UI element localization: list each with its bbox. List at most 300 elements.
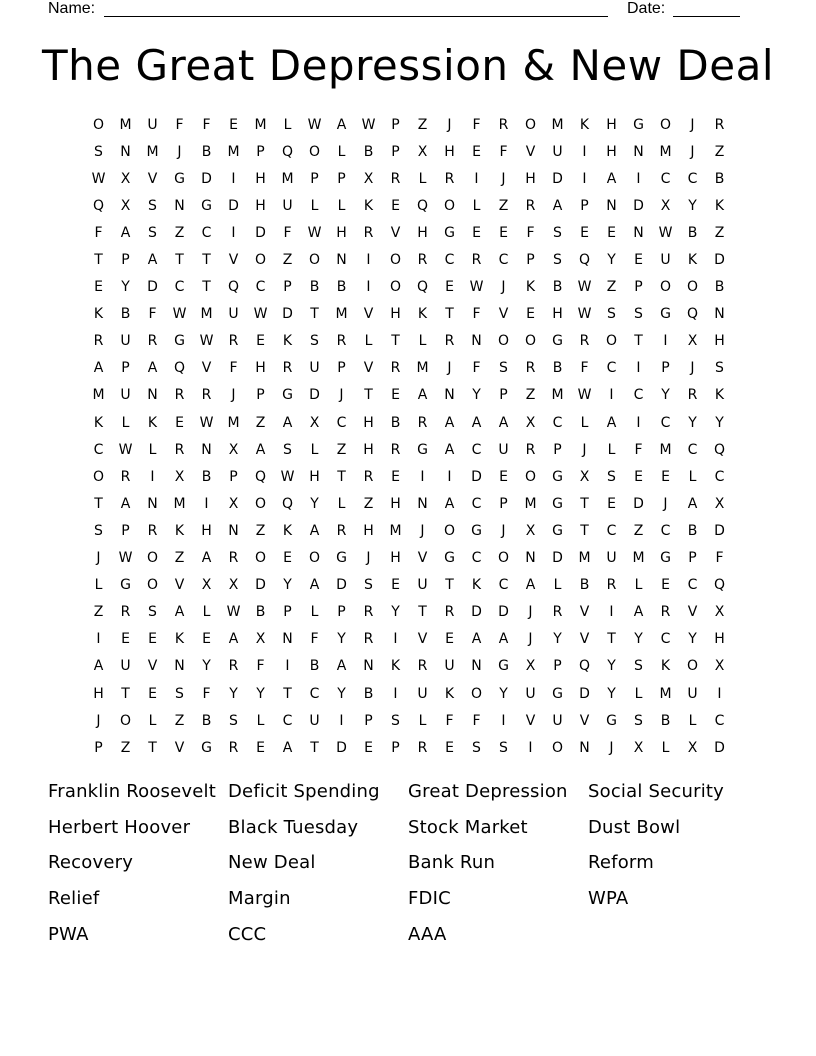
grid-letter: O <box>443 197 456 214</box>
grid-letter: E <box>526 306 535 323</box>
grid-letter: N <box>363 658 374 675</box>
grid-letter: R <box>147 333 158 350</box>
grid-letter: W <box>361 116 376 133</box>
grid-letter: A <box>120 224 131 241</box>
date-label: Date: <box>627 0 666 17</box>
grid-letter: I <box>366 252 371 269</box>
grid-letter: V <box>201 360 212 377</box>
grid-letter: M <box>659 441 672 458</box>
grid-letter: U <box>309 712 320 729</box>
grid-letter: K <box>660 658 671 675</box>
grid-letter: R <box>390 360 401 377</box>
grid-letter: N <box>282 631 293 648</box>
grid-letter: C <box>309 685 320 702</box>
grid-letter: F <box>634 441 643 458</box>
grid-letter: U <box>606 550 617 567</box>
grid-letter: X <box>120 170 131 187</box>
grid-letter: E <box>661 577 670 594</box>
grid-letter: L <box>418 333 427 350</box>
grid-letter: P <box>391 116 400 133</box>
grid-letter: L <box>256 712 265 729</box>
grid-letter: S <box>715 360 724 377</box>
grid-letter: L <box>310 441 319 458</box>
grid-letter: N <box>201 441 212 458</box>
grid-letter: F <box>283 224 292 241</box>
grid-letter: F <box>175 116 184 133</box>
grid-letter: A <box>309 577 320 594</box>
grid-letter: D <box>714 739 725 756</box>
grid-letter: L <box>661 739 670 756</box>
grid-letter: E <box>283 550 292 567</box>
grid-letter: R <box>417 658 428 675</box>
grid-letter: R <box>525 360 536 377</box>
grid-letter: C <box>606 522 617 539</box>
grid-letter: Z <box>498 197 509 214</box>
grid-letter: O <box>146 550 159 567</box>
grid-letter: T <box>391 333 400 350</box>
grid-letter: V <box>174 739 185 756</box>
grid-letter: X <box>714 658 725 675</box>
grid-letter: J <box>96 550 101 567</box>
grid-letter: A <box>120 495 131 512</box>
grid-letter: A <box>174 604 185 621</box>
grid-letter: A <box>444 414 455 431</box>
grid-letter: C <box>201 224 212 241</box>
grid-letter: E <box>202 631 211 648</box>
grid-letter: A <box>633 604 644 621</box>
grid-letter: O <box>308 550 321 567</box>
grid-letter: R <box>579 333 590 350</box>
grid-letter: E <box>499 224 508 241</box>
grid-letter: S <box>229 712 238 729</box>
grid-letter: E <box>472 224 481 241</box>
grid-letter: P <box>391 143 400 160</box>
grid-letter: G <box>660 306 671 323</box>
grid-letter: E <box>148 685 157 702</box>
grid-letter: Q <box>254 468 267 485</box>
grid-letter: H <box>201 522 212 539</box>
grid-letter: E <box>175 414 184 431</box>
grid-letter: M <box>146 143 159 160</box>
grid-letter: S <box>634 306 643 323</box>
grid-letter: A <box>444 441 455 458</box>
grid-letter: L <box>580 414 589 431</box>
grid-letter: Z <box>282 252 293 269</box>
grid-letter: J <box>609 739 614 756</box>
grid-letter: W <box>118 441 133 458</box>
grid-letter: O <box>308 252 321 269</box>
grid-letter: T <box>418 604 427 621</box>
grid-letter: A <box>93 360 104 377</box>
grid-letter: A <box>228 631 239 648</box>
grid-letter: J <box>501 522 506 539</box>
grid-letter: C <box>498 577 509 594</box>
grid-letter: D <box>633 495 644 512</box>
grid-letter: V <box>174 577 185 594</box>
grid-letter: U <box>417 577 428 594</box>
grid-letter: Y <box>715 414 724 431</box>
grid-letter: N <box>417 495 428 512</box>
grid-letter: R <box>444 604 455 621</box>
grid-letter: Z <box>417 116 428 133</box>
grid-letter: L <box>688 468 697 485</box>
grid-letter: N <box>471 658 482 675</box>
grid-letter: R <box>147 522 158 539</box>
grid-letter: G <box>201 197 212 214</box>
grid-letter: X <box>714 604 725 621</box>
grid-letter: E <box>229 116 238 133</box>
grid-letter: U <box>525 685 536 702</box>
grid-letter: A <box>336 116 347 133</box>
grid-letter: Q <box>281 495 294 512</box>
grid-letter: K <box>525 279 536 296</box>
grid-letter: C <box>714 712 725 729</box>
grid-letter: R <box>174 387 185 404</box>
grid-letter: T <box>364 387 373 404</box>
grid-letter: R <box>687 387 698 404</box>
grid-letter: C <box>660 522 671 539</box>
grid-letter: W <box>307 116 322 133</box>
grid-letter: M <box>200 306 213 323</box>
word-list-item: Margin <box>228 888 291 910</box>
grid-letter: C <box>498 252 509 269</box>
grid-letter: I <box>663 333 668 350</box>
word-list-item: FDIC <box>408 888 451 910</box>
grid-letter: I <box>96 631 101 648</box>
grid-letter: P <box>283 279 292 296</box>
grid-letter: H <box>606 116 617 133</box>
grid-letter: Z <box>525 387 536 404</box>
grid-letter: X <box>579 468 590 485</box>
grid-letter: Q <box>281 143 294 160</box>
grid-letter: K <box>93 306 104 323</box>
grid-letter: E <box>256 333 265 350</box>
grid-letter: H <box>255 197 266 214</box>
grid-letter: F <box>229 360 238 377</box>
grid-letter: S <box>175 685 184 702</box>
grid-letter: B <box>390 414 401 431</box>
grid-letter: W <box>118 550 133 567</box>
grid-letter: I <box>447 468 452 485</box>
grid-letter: K <box>174 631 185 648</box>
grid-letter: C <box>552 414 563 431</box>
grid-letter: O <box>470 685 483 702</box>
grid-letter: K <box>471 577 482 594</box>
grid-letter: I <box>582 143 587 160</box>
grid-letter: L <box>607 441 616 458</box>
grid-letter: P <box>94 739 103 756</box>
grid-letter: U <box>120 658 131 675</box>
grid-letter: Y <box>607 685 616 702</box>
grid-letter: H <box>390 550 401 567</box>
grid-letter: L <box>337 197 346 214</box>
grid-letter: P <box>526 252 535 269</box>
grid-letter: X <box>120 197 131 214</box>
grid-letter: F <box>526 224 535 241</box>
grid-letter: U <box>417 685 428 702</box>
grid-letter: I <box>636 414 641 431</box>
word-list-item: Herbert Hoover <box>48 816 191 838</box>
grid-letter: A <box>417 387 428 404</box>
grid-letter: D <box>336 577 347 594</box>
grid-letter: O <box>443 522 456 539</box>
grid-letter: P <box>661 360 670 377</box>
grid-letter: Y <box>688 197 697 214</box>
grid-letter: C <box>633 387 644 404</box>
word-list-item: Social Security <box>588 781 725 802</box>
grid-letter: T <box>175 252 184 269</box>
grid-letter: U <box>282 197 293 214</box>
grid-letter: Y <box>121 279 130 296</box>
grid-letter: F <box>310 631 319 648</box>
grid-letter: G <box>120 577 131 594</box>
grid-letter: P <box>337 170 346 187</box>
grid-letter: I <box>231 224 236 241</box>
grid-letter: Q <box>578 658 591 675</box>
grid-letter: D <box>147 279 158 296</box>
grid-letter: T <box>148 739 157 756</box>
grid-letter: R <box>390 170 401 187</box>
grid-letter: N <box>336 252 347 269</box>
grid-letter: K <box>714 197 725 214</box>
grid-letter: V <box>363 360 374 377</box>
grid-letter: L <box>94 577 103 594</box>
grid-letter: U <box>660 252 671 269</box>
grid-letter: J <box>690 360 695 377</box>
grid-letter: I <box>609 604 614 621</box>
grid-letter: K <box>363 197 374 214</box>
grid-letter: E <box>94 279 103 296</box>
grid-letter: S <box>634 712 643 729</box>
grid-letter: H <box>417 224 428 241</box>
grid-letter: H <box>714 631 725 648</box>
grid-letter: A <box>606 170 617 187</box>
grid-letter: G <box>336 550 347 567</box>
grid-letter: C <box>687 577 698 594</box>
grid-letter: G <box>633 116 644 133</box>
grid-letter: D <box>498 604 509 621</box>
grid-letter: W <box>253 306 268 323</box>
grid-letter: L <box>418 712 427 729</box>
grid-letter: I <box>204 495 209 512</box>
grid-letter: F <box>148 306 157 323</box>
grid-letter: Y <box>337 685 346 702</box>
grid-letter: B <box>552 279 563 296</box>
grid-letter: I <box>636 360 641 377</box>
grid-letter: G <box>552 468 563 485</box>
grid-letter: L <box>310 604 319 621</box>
grid-letter: X <box>228 441 239 458</box>
grid-letter: P <box>229 468 238 485</box>
grid-letter: E <box>445 631 454 648</box>
grid-letter: N <box>174 197 185 214</box>
grid-letter: F <box>580 360 589 377</box>
grid-letter: D <box>471 468 482 485</box>
grid-letter: D <box>255 224 266 241</box>
grid-letter: J <box>420 522 425 539</box>
grid-letter: C <box>660 170 671 187</box>
word-list-item: WPA <box>588 888 629 910</box>
grid-letter: W <box>469 279 484 296</box>
grid-letter: A <box>255 441 266 458</box>
grid-letter: A <box>498 631 509 648</box>
grid-letter: R <box>606 577 617 594</box>
grid-letter: A <box>471 414 482 431</box>
grid-letter: R <box>390 441 401 458</box>
grid-letter: X <box>633 739 644 756</box>
grid-letter: X <box>525 658 536 675</box>
grid-letter: O <box>659 116 672 133</box>
grid-letter: G <box>498 658 509 675</box>
grid-letter: N <box>633 224 644 241</box>
grid-letter: R <box>228 739 239 756</box>
grid-letter: V <box>228 252 239 269</box>
grid-letter: P <box>553 658 562 675</box>
grid-letter: O <box>254 252 267 269</box>
grid-letter: C <box>282 712 293 729</box>
grid-letter: S <box>364 577 373 594</box>
grid-letter: A <box>147 252 158 269</box>
grid-letter: B <box>714 279 725 296</box>
grid-letter: Z <box>336 441 347 458</box>
grid-letter: R <box>525 441 536 458</box>
grid-letter: I <box>717 685 722 702</box>
grid-letter: A <box>525 577 536 594</box>
grid-letter: X <box>714 495 725 512</box>
grid-letter: E <box>148 631 157 648</box>
grid-letter: C <box>606 360 617 377</box>
grid-letter: L <box>337 495 346 512</box>
grid-letter: Q <box>173 360 186 377</box>
grid-letter: T <box>310 306 319 323</box>
grid-letter: V <box>147 658 158 675</box>
grid-letter: M <box>227 414 240 431</box>
grid-letter: T <box>445 306 454 323</box>
word-list-item: Recovery <box>48 852 134 874</box>
grid-letter: P <box>121 522 130 539</box>
grid-letter: U <box>120 387 131 404</box>
grid-letter: H <box>525 170 536 187</box>
grid-letter: B <box>336 279 347 296</box>
grid-letter: R <box>336 333 347 350</box>
grid-letter: S <box>283 441 292 458</box>
grid-letter: I <box>393 631 398 648</box>
grid-letter: D <box>336 739 347 756</box>
grid-letter: Y <box>553 631 562 648</box>
grid-letter: D <box>309 387 320 404</box>
grid-letter: Z <box>255 414 266 431</box>
grid-letter: G <box>174 333 185 350</box>
grid-letter: E <box>364 739 373 756</box>
grid-letter: H <box>255 170 266 187</box>
grid-letter: S <box>148 224 157 241</box>
word-list-item: PWA <box>48 923 89 945</box>
grid-letter: M <box>632 550 645 567</box>
grid-letter: X <box>363 170 374 187</box>
grid-letter: S <box>553 252 562 269</box>
grid-letter: N <box>228 522 239 539</box>
grid-letter: Z <box>93 604 104 621</box>
grid-letter: J <box>690 143 695 160</box>
grid-letter: R <box>363 468 374 485</box>
grid-letter: K <box>687 252 698 269</box>
grid-letter: H <box>255 360 266 377</box>
grid-letter: V <box>579 712 590 729</box>
grid-letter: H <box>363 414 374 431</box>
grid-letter: G <box>444 224 455 241</box>
grid-letter: B <box>363 143 374 160</box>
grid-letter: L <box>202 604 211 621</box>
grid-letter: T <box>337 468 346 485</box>
grid-letter: S <box>607 468 616 485</box>
date-blank-line <box>673 16 740 17</box>
grid-letter: M <box>281 170 294 187</box>
grid-letter: K <box>579 116 590 133</box>
grid-letter: K <box>714 387 725 404</box>
grid-letter: V <box>579 631 590 648</box>
grid-letter: Q <box>713 441 726 458</box>
grid-letter: Y <box>391 604 400 621</box>
grid-letter: Z <box>174 712 185 729</box>
grid-letter: W <box>91 170 106 187</box>
grid-letter: R <box>417 739 428 756</box>
grid-letter: M <box>551 387 564 404</box>
grid-letter: G <box>174 170 185 187</box>
grid-letter: O <box>524 333 537 350</box>
grid-letter: G <box>282 387 293 404</box>
grid-letter: M <box>659 143 672 160</box>
grid-letter: E <box>391 197 400 214</box>
grid-letter: O <box>524 468 537 485</box>
grid-letter: A <box>282 414 293 431</box>
word-list-item: Dust Bowl <box>588 816 681 838</box>
grid-letter: L <box>148 441 157 458</box>
grid-letter: V <box>390 224 401 241</box>
grid-letter: Z <box>714 224 725 241</box>
grid-letter: M <box>335 306 348 323</box>
grid-letter: B <box>687 224 698 241</box>
grid-letter: X <box>525 414 536 431</box>
grid-letter: T <box>580 495 589 512</box>
grid-letter: B <box>687 522 698 539</box>
grid-letter: F <box>202 685 211 702</box>
grid-letter: D <box>552 550 563 567</box>
grid-letter: M <box>92 387 105 404</box>
grid-letter: I <box>528 739 533 756</box>
grid-letter: T <box>94 495 103 512</box>
grid-letter: S <box>94 522 103 539</box>
grid-letter: H <box>336 224 347 241</box>
grid-letter: H <box>552 306 563 323</box>
grid-letter: L <box>553 577 562 594</box>
grid-letter: X <box>255 631 266 648</box>
grid-letter: A <box>147 360 158 377</box>
grid-letter: S <box>472 739 481 756</box>
grid-letter: Y <box>607 658 616 675</box>
grid-letter: H <box>390 306 401 323</box>
grid-letter: J <box>582 441 587 458</box>
grid-letter: F <box>256 658 265 675</box>
grid-letter: N <box>471 333 482 350</box>
grid-letter: J <box>96 712 101 729</box>
grid-letter: G <box>417 441 428 458</box>
grid-letter: Z <box>714 143 725 160</box>
grid-letter: T <box>607 631 616 648</box>
grid-letter: A <box>498 414 509 431</box>
grid-letter: M <box>173 495 186 512</box>
grid-letter: I <box>501 712 506 729</box>
grid-letter: R <box>498 116 509 133</box>
